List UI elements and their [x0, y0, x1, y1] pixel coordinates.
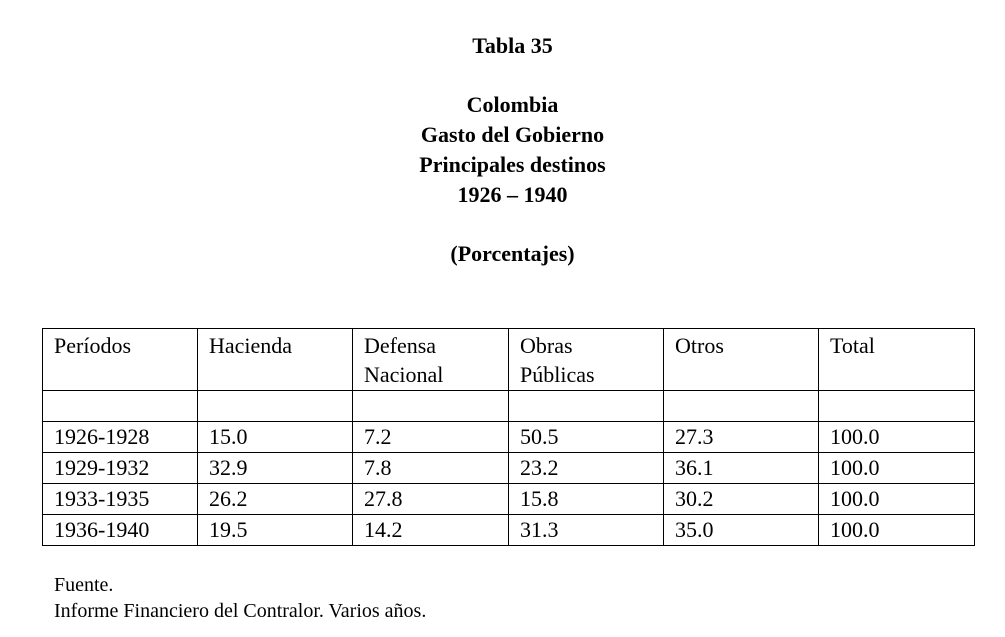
source-text: Informe Financiero del Contralor. Varios años. [54, 600, 427, 622]
column-header-text: Defensa [364, 333, 437, 358]
spacer-cell [664, 391, 819, 422]
value-cell: 50.5 [509, 422, 664, 453]
heading-subject: Gasto del Gobierno [420, 122, 605, 147]
expenditure-table [42, 328, 975, 546]
value-cell: 27.3 [664, 422, 819, 453]
column-header-text: Períodos [54, 333, 131, 358]
spacer-cell [819, 391, 975, 422]
column-header-text: Públicas [520, 362, 595, 387]
value-cell: 35.0 [664, 515, 819, 546]
table-unit [0, 239, 1005, 269]
value-cell: 100.0 [819, 484, 975, 515]
spacer-cell [353, 391, 509, 422]
value-cell: 100.0 [819, 422, 975, 453]
header-row [43, 329, 975, 391]
column-header [664, 329, 819, 391]
source-note [54, 572, 426, 624]
period-cell: 1936-1940 [43, 515, 198, 546]
column-header-text: Otros [675, 333, 724, 358]
value-cell: 31.3 [509, 515, 664, 546]
value-cell: 100.0 [819, 453, 975, 484]
table-row [43, 453, 975, 484]
spacer-row [43, 391, 975, 422]
unit-label: (Porcentajes) [450, 241, 575, 266]
column-header [43, 329, 198, 391]
value-cell: 14.2 [353, 515, 509, 546]
period-cell: 1929-1932 [43, 453, 198, 484]
value-cell: 32.9 [198, 453, 353, 484]
value-cell: 7.8 [353, 453, 509, 484]
column-header-text: Nacional [364, 362, 444, 387]
table-number: Tabla 35 [472, 33, 553, 58]
spacer-cell [198, 391, 353, 422]
table-heading [0, 90, 1005, 210]
column-header [198, 329, 353, 391]
spacer-cell [43, 391, 198, 422]
value-cell: 100.0 [819, 515, 975, 546]
value-cell: 15.0 [198, 422, 353, 453]
column-header-text: Total [830, 333, 875, 358]
period-cell: 1933-1935 [43, 484, 198, 515]
period-cell: 1926-1928 [43, 422, 198, 453]
column-header [819, 329, 975, 391]
table-row [43, 515, 975, 546]
value-cell: 19.5 [198, 515, 353, 546]
table-row [43, 484, 975, 515]
value-cell: 23.2 [509, 453, 664, 484]
value-cell: 7.2 [353, 422, 509, 453]
column-header [509, 329, 664, 391]
heading-country: Colombia [466, 92, 559, 117]
heading-period: 1926 – 1940 [457, 182, 568, 207]
column-header-text: Obras [520, 333, 573, 358]
spacer-cell [509, 391, 664, 422]
column-header [353, 329, 509, 391]
value-cell: 26.2 [198, 484, 353, 515]
value-cell: 27.8 [353, 484, 509, 515]
heading-detail: Principales destinos [419, 152, 606, 177]
column-header-text: Hacienda [209, 333, 293, 358]
value-cell: 15.8 [509, 484, 664, 515]
value-cell: 30.2 [664, 484, 819, 515]
source-label: Fuente. [54, 574, 114, 596]
table-label [0, 31, 1005, 61]
value-cell: 36.1 [664, 453, 819, 484]
table-row [43, 422, 975, 453]
table-body [43, 329, 975, 546]
